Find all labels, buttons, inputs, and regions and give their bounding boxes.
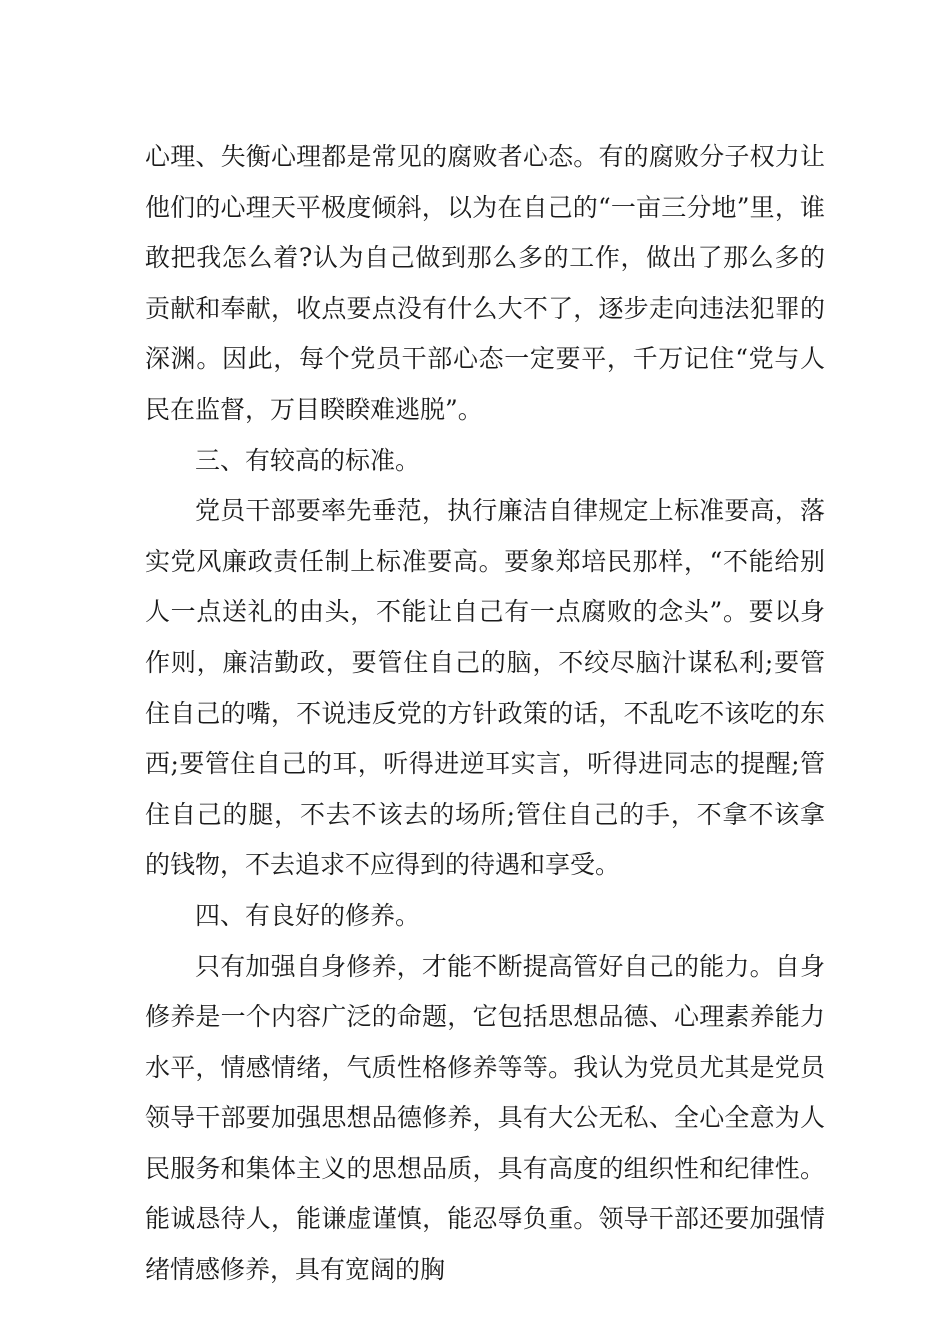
- paragraph-standards: 党员干部要率先垂范，执行廉洁自律规定上标准要高，落实党风廉政责任制上标准要高。要象郑培民那样，“不能给别人一点送礼的由头，不能让自己有一点腐败的念头”。要以身作则，廉洁勤政，要管住自己的脑，不绞尽脑汁谋私利;要管住自己的嘴，不说违反党的方针政策的话，不乱吃不该吃的东西;要管住自己的耳，听得进逆耳实言，听得进同志的提醒;管住自己的腿，不去不该去的场所;管住自己的手，不拿不该拿的钱物，不去追求不应得到的待遇和享受。: [145, 496, 825, 880]
- section-heading-cultivation: 四、有良好的修养。: [195, 900, 421, 930]
- paragraph-cultivation: 只有加强自身修养，才能不断提高管好自己的能力。自身修养是一个内容广泛的命题，它包括思想品德、心理素养能力水平，情感情绪，气质性格修养等等。我认为党员尤其是党员领导干部要加强思想品德修养，具有大公无私、全心全意为人民服务和集体主义的思想品质，具有高度的组织性和纪律性。能诚恳待人，能谦虚谨慎，能忍辱负重。领导干部还要加强情绪情感修养，具有宽阔的胸: [145, 951, 825, 1285]
- document-body: [145, 132, 825, 1296]
- paragraph-mindset-continued: 心理、失衡心理都是常见的腐败者心态。有的腐败分子权力让他们的心理天平极度倾斜，以为在自己的“一亩三分地”里，谁敢把我怎么着?认为自己做到那么多的工作，做出了那么多的贡献和奉献，收点要点没有什么大不了，逐步走向违法犯罪的深渊。因此，每个党员干部心态一定要平，千万记住“党与人民在监督，万目睽睽难逃脱”。: [145, 142, 825, 424]
- section-heading-standards: 三、有较高的标准。: [195, 445, 421, 475]
